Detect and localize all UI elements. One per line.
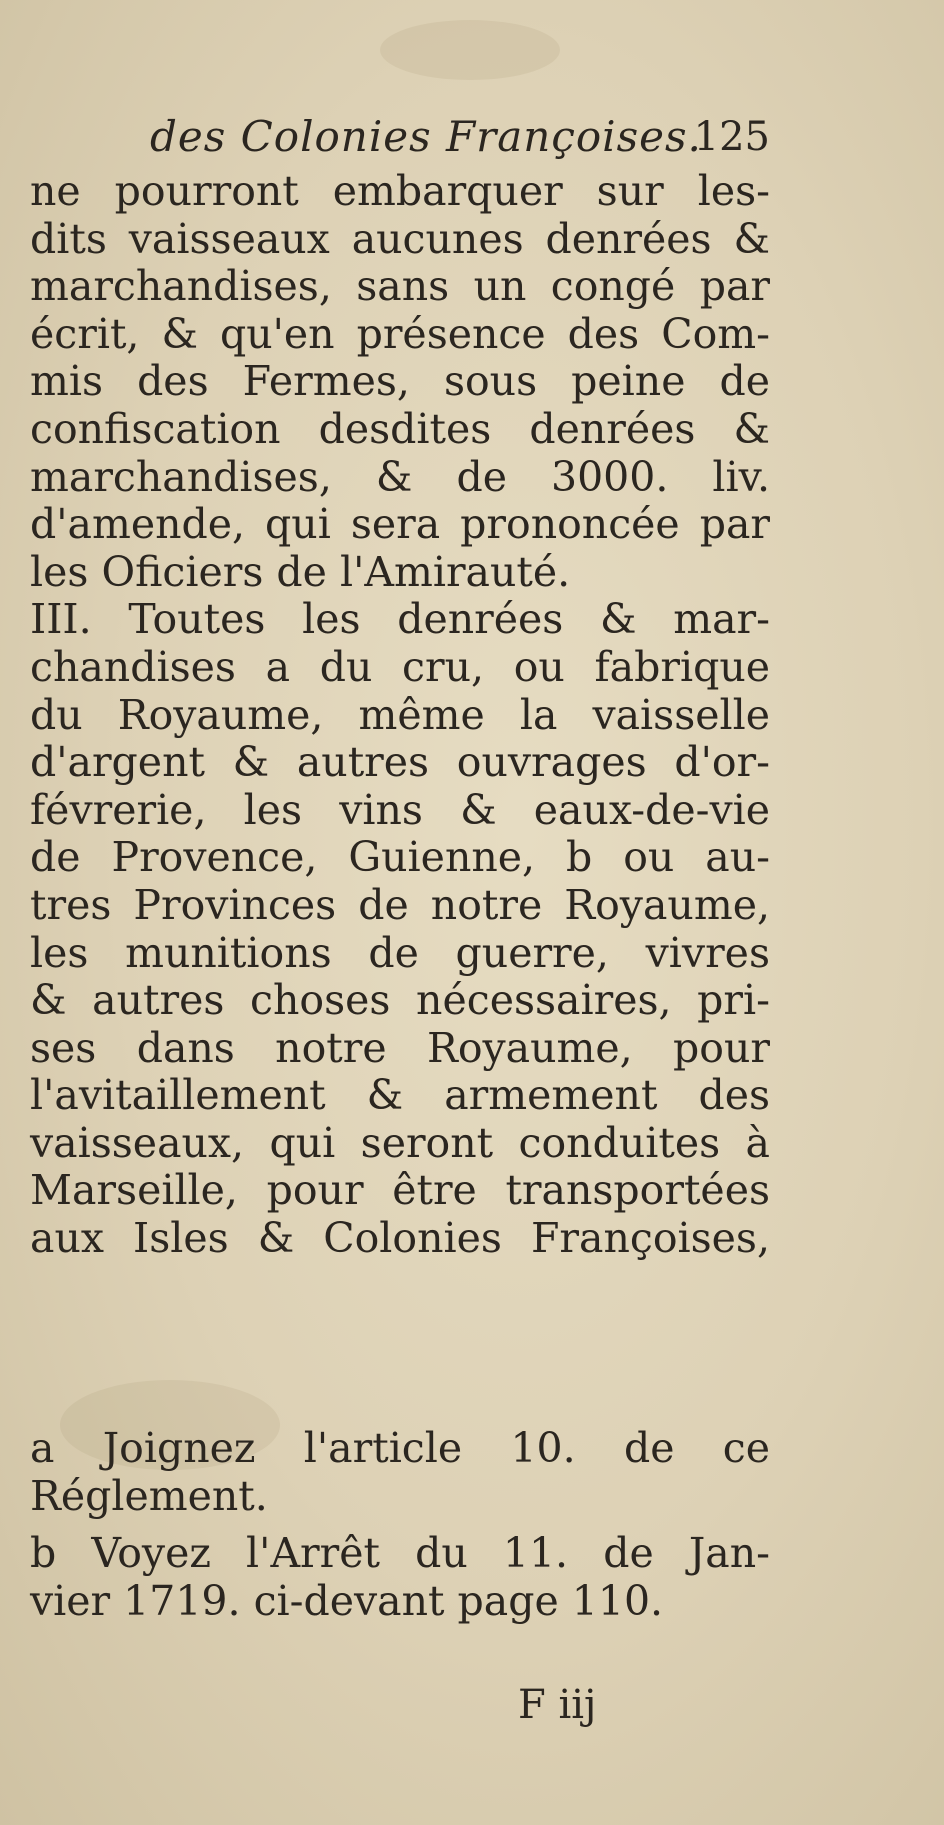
text-line: marchandises, sans un congé par xyxy=(30,262,770,311)
paper-stain xyxy=(380,20,560,80)
article-heading-line: III. Toutes les denrées & mar- xyxy=(30,595,770,644)
text-line: mis des Fermes, sous peine de xyxy=(30,357,770,406)
page-number: 125 xyxy=(693,114,770,160)
text-line: dits vaisseaux aucunes denrées & xyxy=(30,214,770,263)
text-line: févrerie, les vins & eaux-de-vie xyxy=(30,785,770,834)
text-line: les munitions de guerre, vivres xyxy=(30,928,770,977)
text-line: écrit, & qu'en présence des Com- xyxy=(30,309,770,358)
text-line: aux Isles & Colonies Françoises, xyxy=(30,1214,770,1263)
text-line: confiscation desdites denrées & xyxy=(30,404,770,453)
text-line: du Royaume, même la vaisselle xyxy=(30,690,770,739)
text-line: & autres choses nécessaires, pri- xyxy=(30,976,770,1025)
running-head xyxy=(150,112,770,172)
text-line: de Provence, Guienne, b ou au- xyxy=(30,833,770,882)
text-line: Marseille, pour être transportées xyxy=(30,1166,770,1215)
running-title: des Colonies Françoises. xyxy=(150,112,702,161)
footnotes xyxy=(30,1425,770,1625)
footnote-a-line: a Joignez l'article 10. de ce xyxy=(30,1424,770,1472)
footnote-a-line: Réglement. xyxy=(30,1471,268,1520)
footnote-b-line: b Voyez l'Arrêt du 11. de Jan- xyxy=(30,1529,770,1578)
text-line: l'avitaillement & armement des xyxy=(30,1071,770,1120)
signature-mark: F iij xyxy=(518,1682,597,1728)
footnote-b-line: vier 1719. ci-devant page 110. xyxy=(30,1576,664,1625)
body-text xyxy=(30,168,770,1263)
text-line: d'argent & autres ouvrages d'or- xyxy=(30,738,770,787)
text-line: vaisseaux, qui seront conduites à xyxy=(30,1118,770,1167)
text-line: les Oficiers de l'Amirauté. xyxy=(30,547,571,596)
text-line: ne pourront embarquer sur les- xyxy=(30,167,770,215)
text-line: d'amende, qui sera prononcée par xyxy=(30,500,770,549)
text-line: ses dans notre Royaume, pour xyxy=(30,1023,770,1072)
text-line: marchandises, & de 3000. liv. xyxy=(30,452,770,501)
text-line: chandises a du cru, ou fabrique xyxy=(30,642,770,691)
text-line: tres Provinces de notre Royaume, xyxy=(30,880,770,929)
